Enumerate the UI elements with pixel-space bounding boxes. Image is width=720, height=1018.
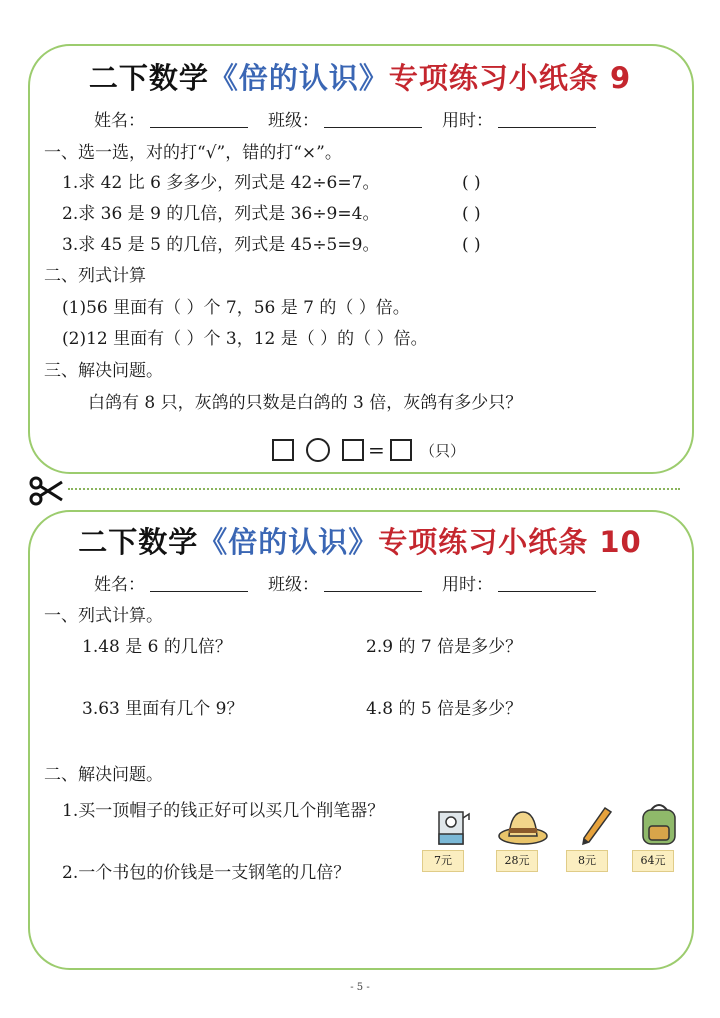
title-part-blue: 《倍的认识》 [198,525,379,559]
time-label: 用时： [442,575,493,595]
name-label: 姓名： [94,111,145,131]
pen-icon [575,804,615,848]
answer-paren-2[interactable]: ( ) [462,204,481,224]
schoolbag-icon [637,800,681,848]
title-part-red: 专项练习小纸条 9 [388,61,632,95]
equals-sign: = [368,438,385,462]
pencil-sharpener-icon [431,804,471,848]
name-blank[interactable] [150,591,248,592]
unit-label: （只） [420,442,466,460]
question-4: 4.8 的 5 倍是多少？ [366,699,523,719]
pencil-sharpener-item [422,804,480,867]
time-label: 用时： [442,111,493,131]
cut-line [68,488,680,490]
title-part-blue: 《倍的认识》 [208,61,389,95]
section1-heading: 一、选一选，对的打“√”，错的打“×”。 [44,143,342,163]
time-blank[interactable] [498,591,596,592]
price-tag: 64元 [632,850,674,872]
page-number: - 5 - [350,982,370,993]
section3-heading: 三、解决问题。 [44,361,163,381]
hat-item [494,804,552,867]
title-part-black: 二下数学 [78,525,199,559]
question-3: 3.求 45 是 5 的几倍，列式是 45÷5=9。 [62,235,380,255]
question-1: 1.48 是 6 的几倍？ [82,637,232,657]
hat-icon [497,804,549,848]
card9-title [0,56,720,97]
name-blank[interactable] [150,127,248,128]
operator-circle[interactable] [306,438,330,462]
question-1: 1.求 42 比 6 多多少，列式是 42÷6=7。 [62,173,380,193]
title-part-black: 二下数学 [88,61,209,95]
answer-paren-3[interactable]: ( ) [462,235,481,255]
title-part-red: 专项练习小纸条 10 [378,525,642,559]
section1-heading: 一、列式计算。 [44,606,163,626]
calc-1: (1)56 里面有（ ）个 7，56 是 7 的（ ）倍。 [62,298,410,318]
price-tag: 8元 [566,850,608,872]
answer-box-1[interactable] [272,439,294,461]
word-problem: 白鸽有 8 只，灰鸽的只数是白鸽的 3 倍，灰鸽有多少只？ [88,393,523,413]
answer-paren-1[interactable]: ( ) [462,173,481,193]
calc-2: (2)12 里面有（ ）个 3，12 是（ ）的（ ）倍。 [62,329,428,349]
pen-item [566,804,624,867]
scissors-icon [28,476,64,506]
answer-box-2[interactable] [342,439,364,461]
name-label: 姓名： [94,575,145,595]
schoolbag-item [630,800,688,867]
card10-title [0,520,720,561]
class-label: 班级： [268,111,319,131]
answer-box-3[interactable] [390,439,412,461]
class-blank[interactable] [324,127,422,128]
question-2: 2.求 36 是 9 的几倍，列式是 36÷9=4。 [62,204,380,224]
problem-2: 2.一个书包的价钱是一支钢笔的几倍？ [62,863,351,883]
price-tag: 28元 [496,850,538,872]
section2-heading: 二、列式计算 [44,266,146,286]
question-3: 3.63 里面有几个 9？ [82,699,244,719]
class-label: 班级： [268,575,319,595]
section2-heading: 二、解决问题。 [44,765,163,785]
problem-1: 1.买一顶帽子的钱正好可以买几个削笔器？ [62,801,385,821]
price-tag: 7元 [422,850,464,872]
time-blank[interactable] [498,127,596,128]
question-2: 2.9 的 7 倍是多少？ [366,637,523,657]
class-blank[interactable] [324,591,422,592]
